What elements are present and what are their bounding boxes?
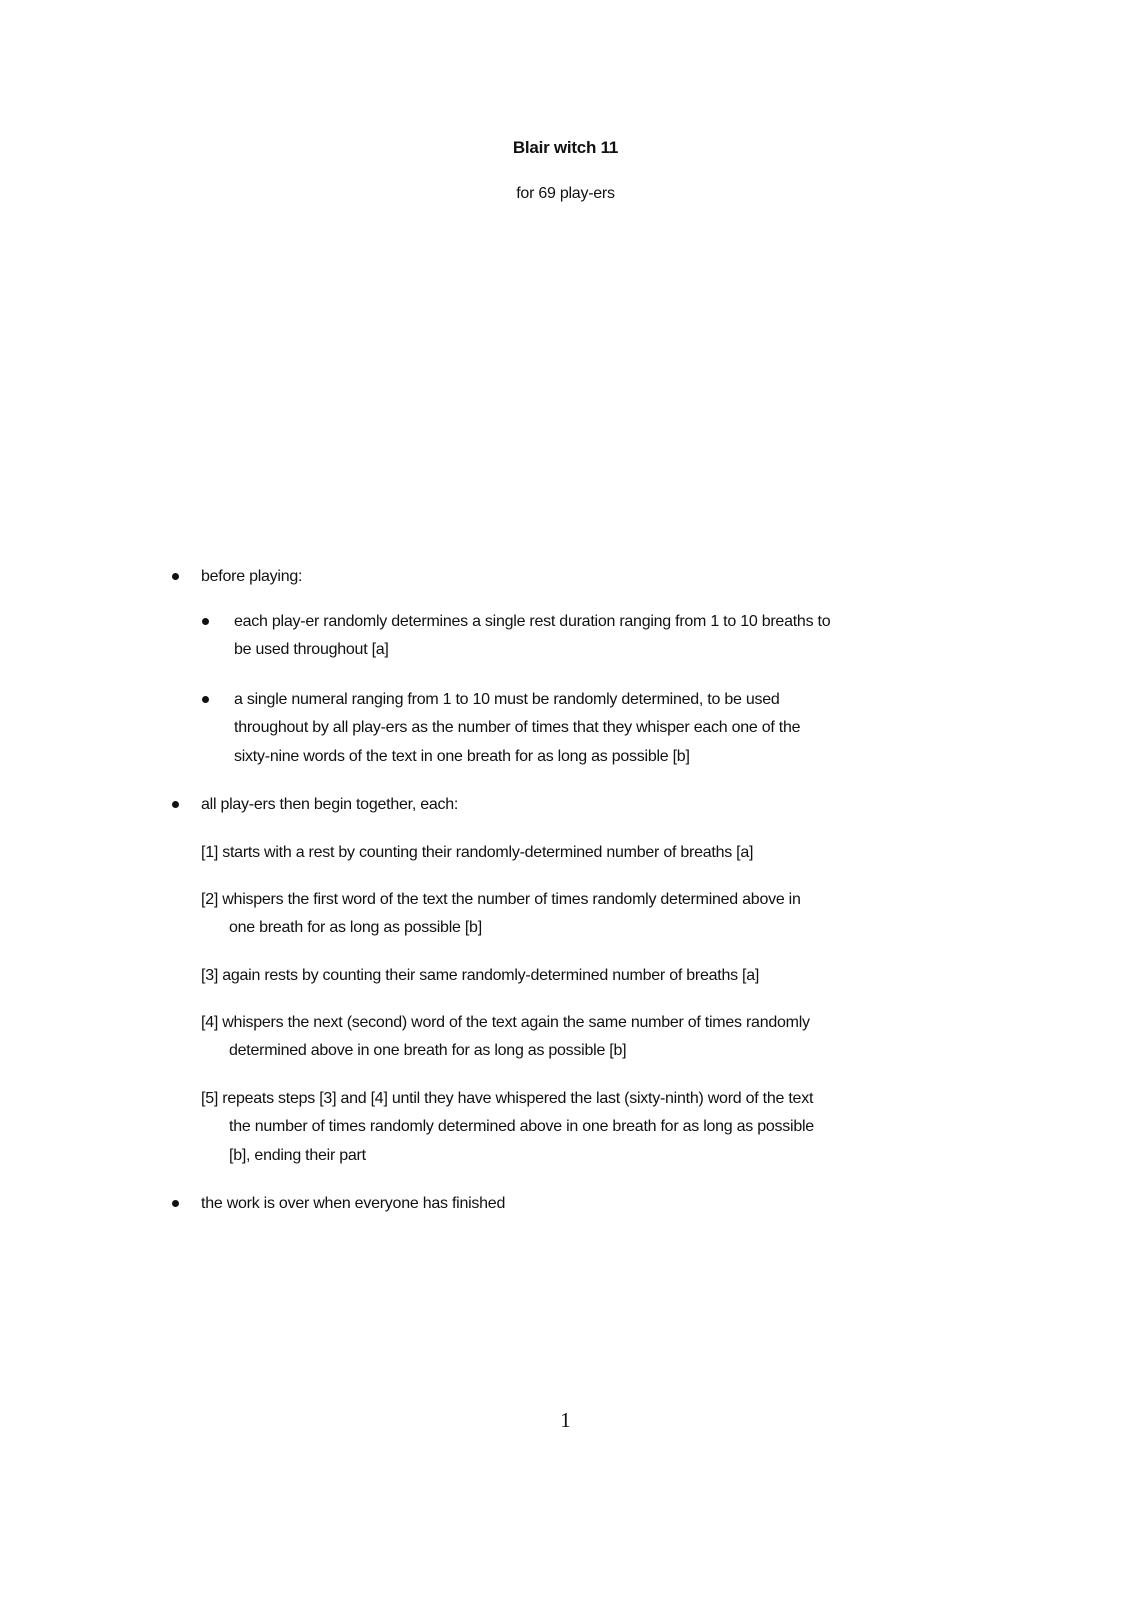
- line: determined above in one breath for as long as possible [b]: [229, 1042, 627, 1060]
- step-2: [201, 886, 801, 943]
- line: be used throughout [a]: [234, 641, 389, 659]
- list-item-numeral: [234, 686, 800, 771]
- bullet-icon: [172, 801, 179, 808]
- line: [1] starts with a rest by counting their randomly-determined number of breaths [a]: [201, 844, 754, 861]
- line: one breath for as long as possible [b]: [229, 919, 482, 937]
- line: a single numeral ranging from 1 to 10 must be randomly determined, to be used: [234, 691, 780, 708]
- bullet-icon: [172, 1200, 179, 1207]
- line: [5] repeats steps [3] and [4] until they have whispered the last (sixty-ninth) word of the text: [201, 1090, 814, 1107]
- bullet-icon: [202, 696, 209, 703]
- line: the work is over when everyone has finished: [201, 1195, 506, 1212]
- line: [3] again rests by counting their same randomly-determined number of breaths [a]: [201, 967, 760, 984]
- line: [2] whispers the first word of the text the number of times randomly determined above in: [201, 891, 801, 908]
- list-item-before-playing: [201, 563, 302, 591]
- line: all play-ers then begin together, each:: [201, 796, 459, 813]
- step-1: [201, 839, 753, 867]
- line: throughout by all play-ers as the number of times that they whisper each one of the: [234, 719, 801, 737]
- line: sixty-nine words of the text in one breath for as long as possible [b]: [234, 747, 690, 765]
- line: each play-er randomly determines a single rest duration ranging from 1 to 10 breaths to: [234, 613, 831, 630]
- page-number: 1: [560, 1408, 571, 1432]
- line: [b], ending their part: [229, 1146, 366, 1164]
- list-item-work-over: [201, 1190, 505, 1218]
- document-title: Blair witch 11: [512, 138, 619, 157]
- step-5: [201, 1085, 814, 1170]
- list-item-rest-duration: [234, 608, 830, 665]
- bullet-icon: [202, 618, 209, 625]
- line: the number of times randomly determined above in one breath for as long as possible: [229, 1118, 814, 1136]
- line: before playing:: [201, 568, 303, 585]
- step-3: [201, 962, 759, 990]
- bullet-icon: [172, 573, 179, 580]
- list-item-begin-together: [201, 791, 458, 819]
- document-subtitle: for 69 play-ers: [516, 185, 615, 202]
- step-4: [201, 1009, 810, 1066]
- line: [4] whispers the next (second) word of the text again the same number of times randomly: [201, 1014, 810, 1031]
